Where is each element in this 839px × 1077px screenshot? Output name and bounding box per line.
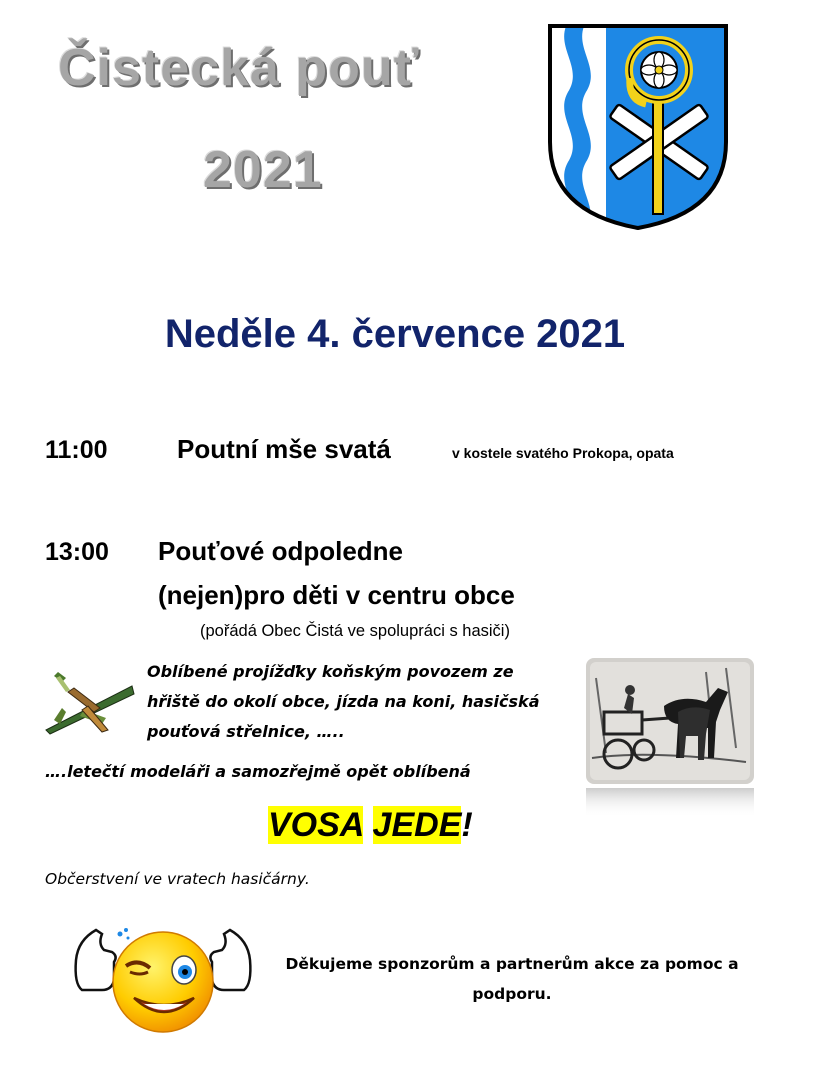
activities-line-3: pouťová střelnice, ….. (147, 722, 345, 741)
model-airplane-icon (44, 668, 136, 736)
thanks-line-1: Děkujeme sponzorům a partnerům akce za pomoc a (285, 955, 739, 973)
event-date: Neděle 4. července 2021 (164, 312, 626, 356)
afternoon-subtitle: (nejen)pro děti v centru obce (158, 580, 515, 610)
afternoon-title: Pouťové odpoledne (158, 536, 404, 566)
activities-line-4: ….letečtí modeláři a samozřejmě opět oblíbená (45, 762, 471, 781)
horse-carriage-image (586, 658, 754, 818)
refreshments-note: Občerstvení ve vratech hasičárny. (45, 870, 310, 888)
jede-word: JEDE (372, 806, 462, 844)
afternoon-time: 13:00 (45, 538, 109, 566)
winking-smiley-icon (68, 920, 258, 1040)
activities-line-2: hřiště do okolí obce, jízda na koni, hasičská (147, 692, 540, 711)
title-line-1: Čistecká pouť (58, 39, 420, 97)
vosa-jede-banner (268, 806, 473, 845)
thanks-line-2: podporu. (472, 985, 552, 1003)
title-line-2: 2021 (203, 141, 323, 199)
coat-of-arms-icon (546, 22, 730, 232)
activities-line-1: Oblíbené projížďky koňským povozem ze (147, 662, 514, 681)
vosa-word: VOSA (268, 806, 364, 844)
afternoon-organizer: (pořádá Obec Čistá ve spolupráci s hasiči) (200, 622, 510, 640)
mass-place: v kostele svatého Prokopa, opata (452, 445, 674, 461)
vosa-exclamation: ! (461, 806, 473, 844)
mass-name: Poutní mše svatá (177, 434, 391, 464)
mass-time: 11:00 (45, 436, 108, 464)
